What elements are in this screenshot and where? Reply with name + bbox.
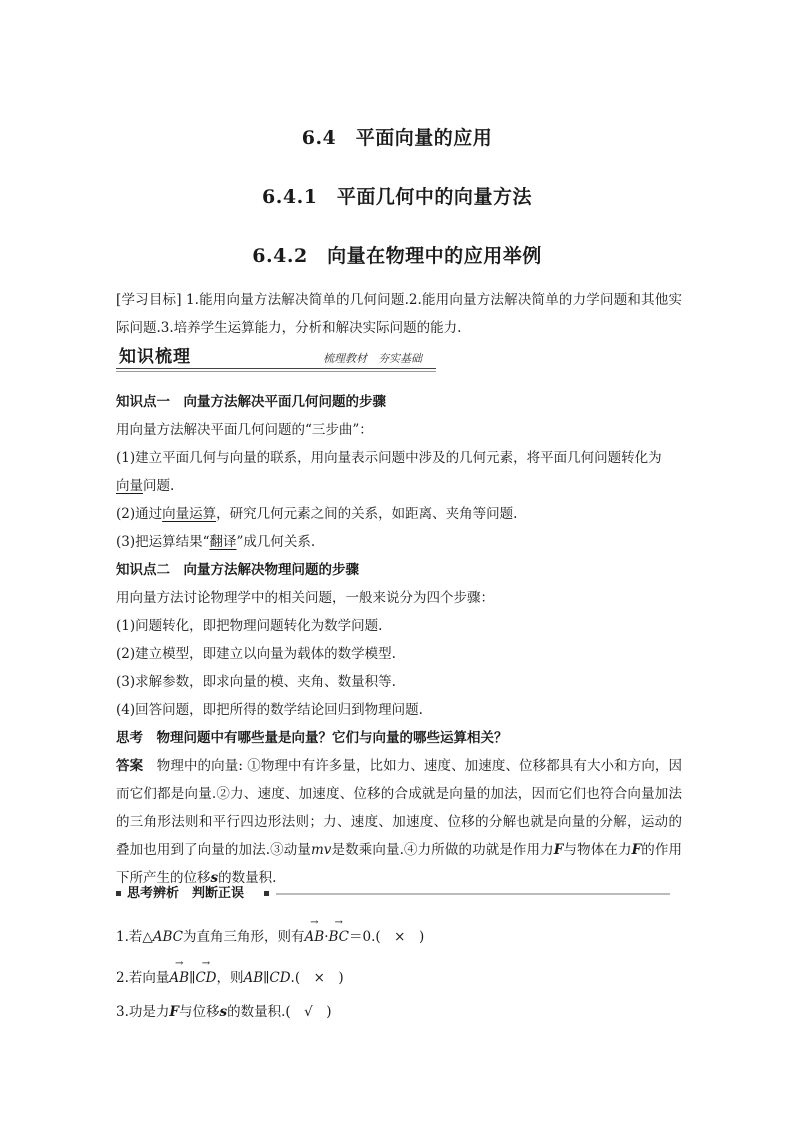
judge-item-2 <box>116 966 344 986</box>
vector-ab: → AB <box>305 929 325 945</box>
subsection-title-2: 6.4.2 向量在物理中的应用举例 <box>252 245 542 267</box>
answer-displacement: s <box>210 870 219 886</box>
square-bullet-icon <box>264 891 269 896</box>
vector-bc: → BC <box>328 929 349 945</box>
kp1-heading: 知识点一 向量方法解决平面几何问题的步骤 <box>116 394 386 410</box>
q3-mid: 与位移 <box>178 1004 220 1020</box>
kp1-step-2-post: ，研究几何元素之间的关系，如距离、夹角等问题. <box>216 506 518 522</box>
kp2-step-4: (4)回答问题，即把所得的数学结论回归到物理问题. <box>116 702 423 718</box>
q1-dot: · <box>324 929 329 945</box>
vector-ab: → AB <box>169 970 189 986</box>
learning-goals <box>116 286 682 342</box>
think-answer <box>116 752 682 892</box>
kp1-step-1-text: (1)建立平面几何与向量的联系，用向量表示问题中涉及的几何元素，将平面几何问题转化为 <box>116 450 662 466</box>
kp1-step-2-pre: (2)通过 <box>116 506 163 522</box>
banner-subheading: 梳理教材 夯实基础 <box>323 352 422 365</box>
kp2-intro: 用向量方法讨论物理学中的相关问题，一般来说分为四个步骤： <box>116 590 494 606</box>
answer-text-a: 物理中的向量: ①物理中有许多量，比如力、速度、加速度、位移都具有大小和方向，因而它们都是向量.②力、速度、加速度、位移的合成就是向量的加法，因而它们也符合向量加法的三角形法则和平行四边形法则；力、速度、加速度、位移的分解也就是向量的分解，运动的叠加也用到了向量的加法.③动量 <box>116 758 683 858</box>
answer-text-c: 与物体在力 <box>563 842 632 858</box>
kp1-step-3 <box>116 528 682 556</box>
answer-text-e: 的数量积. <box>218 870 277 886</box>
q3-force: F <box>169 1004 179 1020</box>
learning-goals-label: [学习目标] <box>116 292 182 308</box>
answer-text-b: 是数乘向量.④力所做的功就是作用力 <box>331 842 554 858</box>
think-question <box>116 724 682 752</box>
kp1-step-2 <box>116 500 682 528</box>
kp1-step-3-blank: 翻译 <box>209 534 237 550</box>
judge-heading: 思考辨析 判断正误 <box>127 886 245 901</box>
kp1-step-1-cont <box>116 472 682 500</box>
kp1-step-1-blank: 向量 <box>116 478 143 494</box>
judge-item-1 <box>116 925 424 945</box>
knowledge-banner <box>116 342 436 372</box>
q2-parallel: ∥ <box>189 970 196 986</box>
answer-label: 答案 <box>116 758 144 774</box>
kp2-step-2: (2)建立模型，即建立以向量为载体的数学模型. <box>116 646 396 662</box>
think-label: 思考 <box>116 730 143 746</box>
line-cd: CD <box>269 970 291 986</box>
kp1-step-3-post: ”成几何关系. <box>236 534 316 550</box>
answer-force-2: F <box>631 842 642 858</box>
banner-heading: 知识梳理 <box>119 347 191 367</box>
q2-parallel-2: ∥ <box>263 970 270 986</box>
kp1-step-2-blank: 向量运算 <box>162 506 217 522</box>
kp1-step-3-pre: (3)把运算结果“ <box>116 534 210 550</box>
line-ab: AB <box>243 970 264 986</box>
answer-text-d: 的作用下所产生的位移 <box>116 842 682 886</box>
kp2-step-3: (3)求解参数，即求向量的模、夹角、数量积等. <box>116 674 396 690</box>
judge-item-3 <box>116 1000 332 1020</box>
q1-pre: 1.若△ <box>116 929 153 945</box>
square-bullet-icon <box>116 891 121 896</box>
answer-force: F <box>553 842 564 858</box>
q2-pre: 2.若向量 <box>116 970 170 986</box>
section-title: 6.4 平面向量的应用 <box>301 127 493 149</box>
kp1-intro: 用向量方法解决平面几何问题的“三步曲”： <box>116 422 373 438</box>
q3-pre: 3.功是力 <box>116 1004 170 1020</box>
q2-post: .( × ) <box>290 970 344 986</box>
answer-mv: mv <box>311 842 332 858</box>
vector-cd: → CD <box>195 970 216 986</box>
banner-rule-thin <box>116 371 436 372</box>
kp1-step-1-end: 问题. <box>143 478 175 494</box>
kp2-step-1: (1)问题转化，即把物理问题转化为数学问题. <box>116 618 383 634</box>
q3-displacement: s <box>219 1004 228 1020</box>
think-question-text: 物理问题中有哪些量是向量？它们与向量的哪些运算相关？ <box>156 730 508 746</box>
learning-goals-text: 1.能用向量方法解决简单的几何问题.2.能用向量方法解决简单的力学问题和其他实际问题.3.培养学生运算能力，分析和解决实际问题的能力. <box>116 292 682 336</box>
banner-rule <box>116 368 436 369</box>
q1-triangle: ABC <box>152 929 184 945</box>
q1-post: ＝0.( × ) <box>349 929 425 945</box>
subsection-title-1: 6.4.1 平面几何中的向量方法 <box>262 186 532 208</box>
q3-post: 的数量积.( √ ) <box>227 1004 332 1020</box>
kp2-heading: 知识点二 向量方法解决物理问题的步骤 <box>116 562 359 578</box>
kp1-step-1 <box>116 444 682 472</box>
q1-mid: 为直角三角形，则有 <box>183 929 305 945</box>
knowledge-point-1 <box>116 388 682 892</box>
q2-mid: ，则 <box>216 970 244 986</box>
divider-rule <box>276 893 670 895</box>
judge-divider <box>116 886 676 902</box>
